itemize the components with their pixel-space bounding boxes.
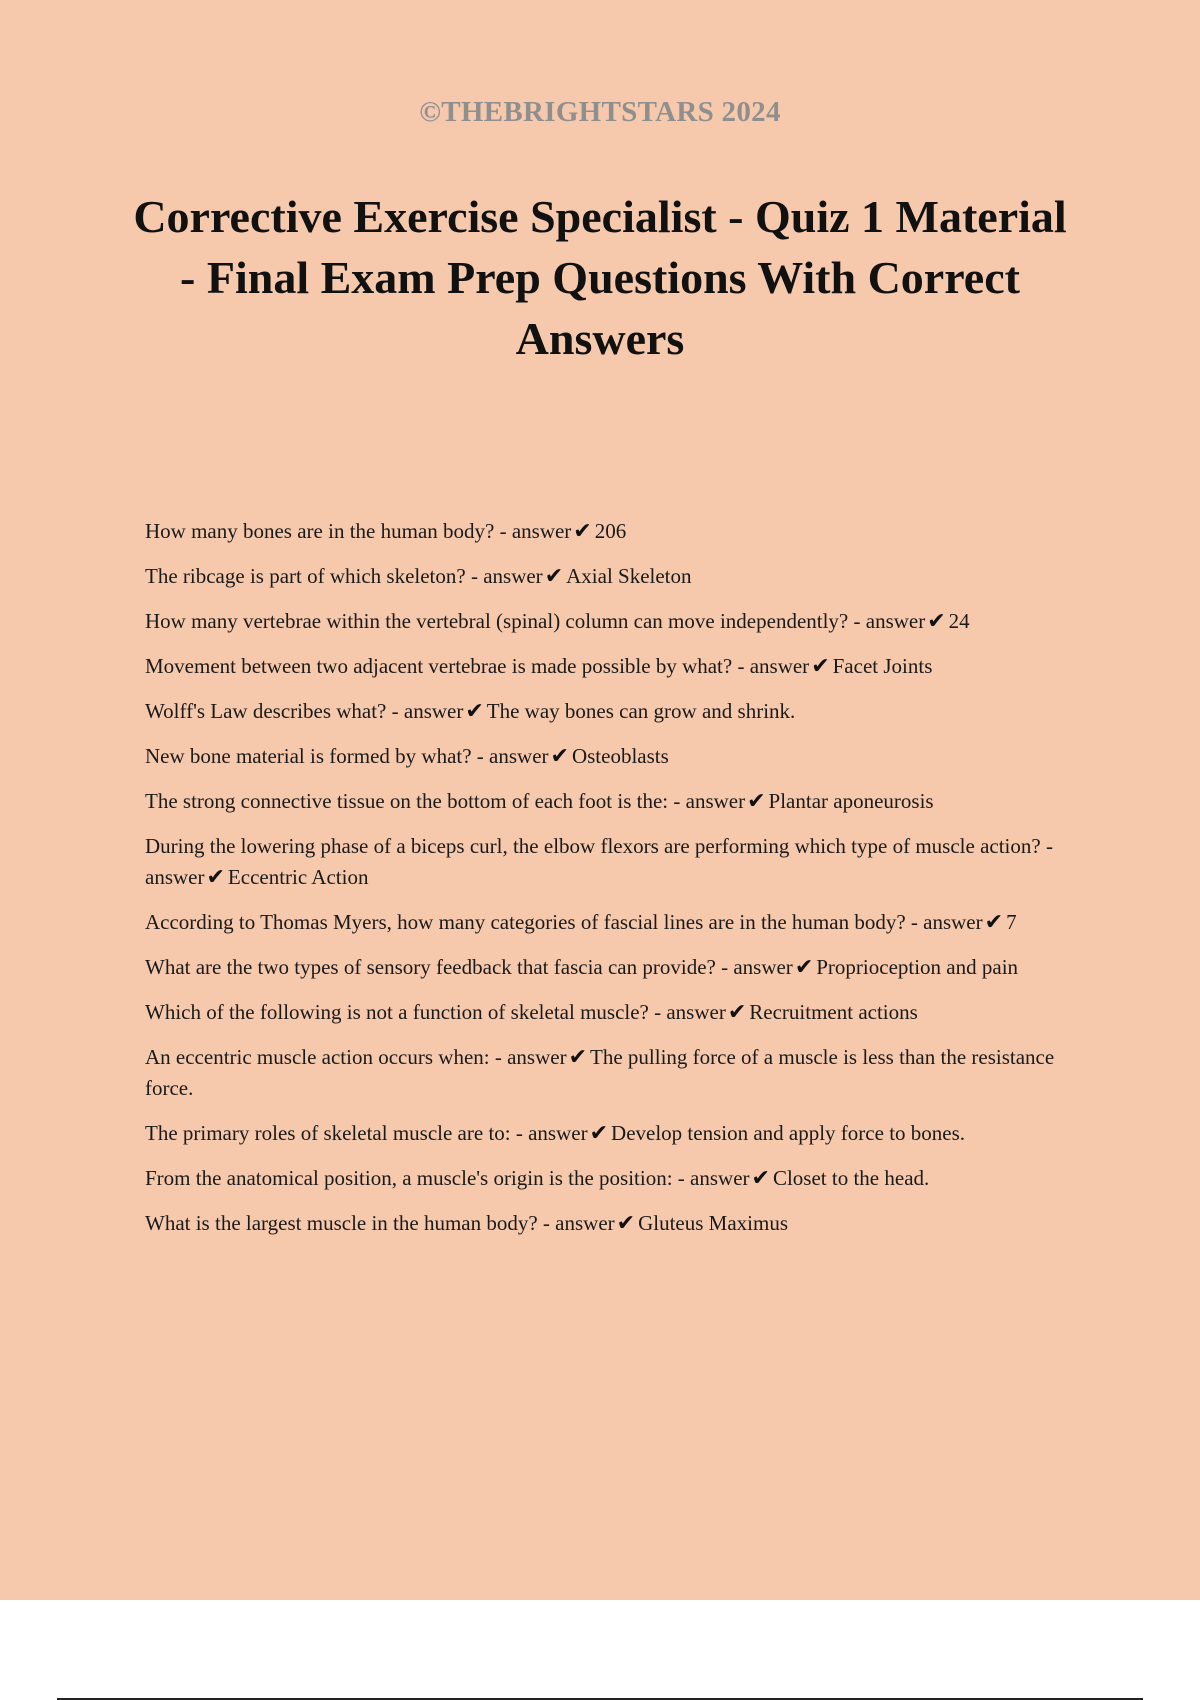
question-text: What is the largest muscle in the human body? - answer — [145, 1211, 615, 1235]
question-text: Wolff's Law describes what? - answer — [145, 699, 464, 723]
qa-item — [145, 696, 1075, 727]
checkmark-icon: ✔ — [927, 609, 946, 634]
checkmark-icon: ✔ — [727, 1000, 747, 1025]
question-text: How many bones are in the human body? - answer — [145, 519, 572, 543]
question-text: New bone material is formed by what? - answer — [145, 744, 549, 768]
question-text: Which of the following is not a function of skeletal muscle? - answer — [145, 1000, 726, 1024]
answer-text: Closet to the head. — [772, 1166, 930, 1190]
qa-item — [145, 1208, 1075, 1239]
checkmark-icon: ✔ — [984, 910, 1004, 935]
answer-text: Plantar aponeurosis — [768, 789, 934, 813]
checkmark-icon: ✔ — [573, 519, 592, 544]
qa-item — [145, 786, 1075, 817]
answer-text: Develop tension and apply force to bones. — [611, 1121, 966, 1145]
question-text: The primary roles of skeletal muscle are to: - answer — [145, 1121, 588, 1145]
qa-item — [145, 606, 1075, 637]
answer-text: 7 — [1006, 910, 1017, 934]
answer-text: 24 — [948, 609, 970, 633]
answer-text: Axial Skeleton — [566, 564, 692, 588]
checkmark-icon: ✔ — [550, 744, 569, 769]
qa-item — [145, 516, 1075, 547]
document-title: Corrective Exercise Specialist - Quiz 1 Material - Final Exam Prep Questions With Correct Answers — [133, 191, 1067, 364]
answer-text: 206 — [594, 519, 627, 543]
answer-text: Facet Joints — [832, 654, 933, 678]
question-text: During the lowering phase of a biceps curl, the elbow flexors are performing which type of muscle action? - answer — [145, 834, 1053, 889]
checkmark-icon: ✔ — [747, 789, 766, 814]
checkmark-icon: ✔ — [544, 564, 564, 589]
checkmark-icon: ✔ — [811, 654, 830, 679]
qa-item — [145, 1163, 1075, 1194]
qa-item — [145, 651, 1075, 682]
answer-text: Gluteus Maximus — [638, 1211, 789, 1235]
answer-text: Proprioception and pain — [816, 955, 1019, 979]
qa-item — [145, 741, 1075, 772]
qa-item — [145, 831, 1075, 893]
question-text: An eccentric muscle action occurs when: - answer — [145, 1045, 567, 1069]
question-text: The strong connective tissue on the bottom of each foot is the: - answer — [145, 789, 746, 813]
qa-item — [145, 952, 1075, 983]
checkmark-icon: ✔ — [206, 865, 225, 890]
qa-item — [145, 1118, 1075, 1149]
question-text: How many vertebrae within the vertebral (spinal) column can move independently? - answer — [145, 609, 926, 633]
question-text: Movement between two adjacent vertebrae is made possible by what? - answer — [145, 654, 810, 678]
question-text: From the anatomical position, a muscle's origin is the position: - answer — [145, 1166, 750, 1190]
checkmark-icon: ✔ — [465, 699, 484, 724]
checkmark-icon: ✔ — [751, 1166, 770, 1191]
question-text: According to Thomas Myers, how many categories of fascial lines are in the human body? - answer — [145, 910, 983, 934]
answer-text: The way bones can grow and shrink. — [486, 699, 796, 723]
qa-item — [145, 997, 1075, 1028]
checkmark-icon: ✔ — [616, 1211, 636, 1236]
qa-item — [145, 1042, 1075, 1104]
answer-text: Osteoblasts — [571, 744, 669, 768]
copyright-watermark: ©THEBRIGHTSTARS 2024 — [419, 96, 781, 128]
checkmark-icon: ✔ — [589, 1121, 609, 1146]
answer-text: Eccentric Action — [227, 865, 369, 889]
question-text: The ribcage is part of which skeleton? - answer — [145, 564, 543, 588]
answer-text: Recruitment actions — [749, 1000, 918, 1024]
qa-list — [145, 516, 1075, 1253]
question-text: What are the two types of sensory feedback that fascia can provide? - answer — [145, 955, 793, 979]
qa-item — [145, 561, 1075, 592]
checkmark-icon: ✔ — [794, 955, 814, 980]
qa-item — [145, 907, 1075, 938]
checkmark-icon: ✔ — [568, 1045, 588, 1070]
answer-text: The pulling force of a muscle is less than the resistance force. — [145, 1045, 1055, 1100]
